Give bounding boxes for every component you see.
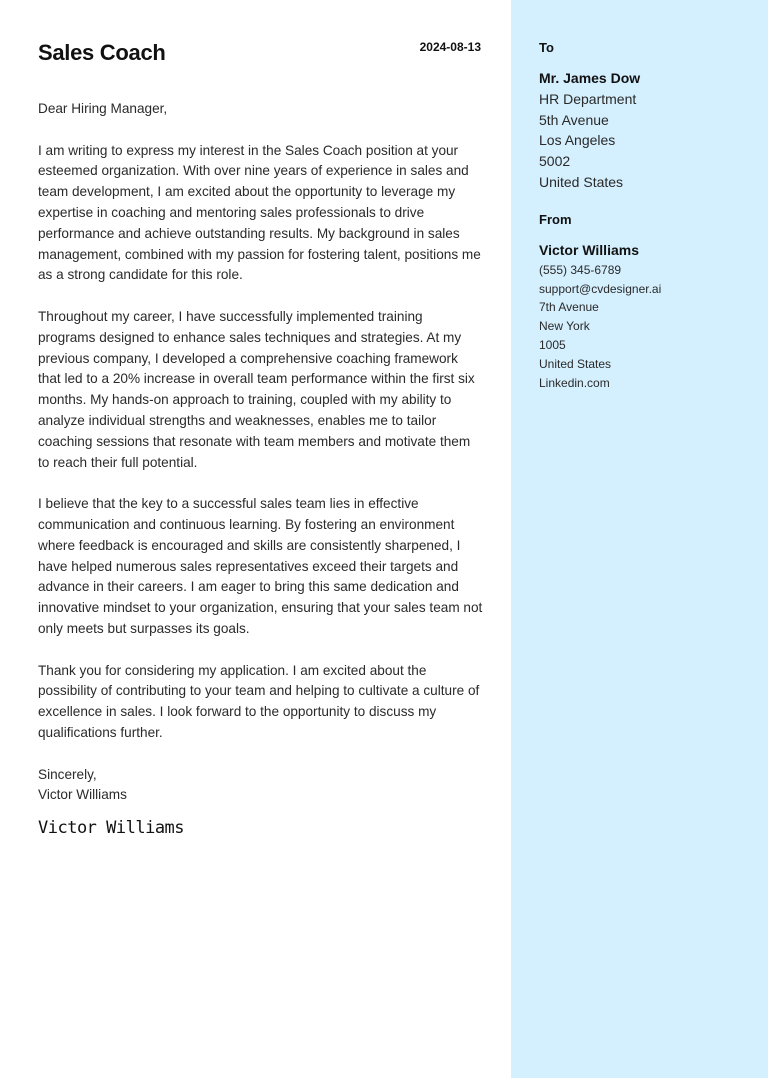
letter-date: 2024-08-13	[419, 40, 481, 54]
paragraph-2: Throughout my career, I have successfully implemented training programs designed to enhance sales techniques and strategies. At my previous company, I developed a comprehensive coaching framework that led to a 20% increase in overall team performance within the first six months. My hands-on approach to training, coupled with my ability to analyze individual strengths and weaknesses, enables me to tailor coaching sessions that resonate with team members and motivate them to reach their full potential.	[38, 308, 475, 470]
paragraph-3: I believe that the key to a successful sales team lies in effective communication and continuous learning. By fostering an environment where feedback is encouraged and skills are consistently sharpened, I have helped numerous sales representatives exceed their targets and advance in their careers. I am eager to bring this same dedication and innovative mindset to your organization, ensuring that your sales team not only meets but surpasses its goals.	[38, 496, 483, 636]
recipient-block	[539, 40, 749, 193]
sender-contact-name: Victor Williams	[539, 242, 639, 258]
sender-city: New York	[539, 319, 590, 334]
recipient-country: United States	[539, 173, 624, 190]
recipient-name: Mr. James Dow	[539, 70, 641, 86]
recipient-zip: 5002	[539, 153, 571, 170]
signature: Victor Williams	[38, 818, 185, 839]
sender-country: United States	[539, 356, 612, 371]
recipient-street: 5th Avenue	[539, 111, 609, 128]
sender-block	[539, 212, 749, 392]
paragraph-1: I am writing to express my interest in the Sales Coach position at your esteemed organization. With over nine years of experience in sales and team development, I am excited about the opportunity to leverage my expertise in coaching and mentoring sales professionals to drive performance and achieve outstanding results. My background in sales management, combined with my passion for fostering talent, positions me as a strong candidate for this role.	[38, 142, 481, 283]
letter-body	[38, 99, 483, 839]
sender-email: support@cvdesigner.ai	[539, 281, 662, 296]
sender-zip: 1005	[539, 337, 566, 352]
page-title: Sales Coach	[38, 40, 166, 65]
paragraph-4: Thank you for considering my application. I am excited about the possibility of contributing to your team and helping to cultivate a culture of excellence in sales. I look forward to the opportunity to discuss my qualifications further.	[38, 662, 480, 740]
recipient-heading: To	[539, 40, 554, 55]
closing: Sincerely,	[38, 766, 97, 782]
sender-street: 7th Avenue	[539, 300, 599, 315]
sender-linkedin: Linkedin.com	[539, 375, 610, 390]
sender-name: Victor Williams	[38, 787, 127, 803]
recipient-department: HR Department	[539, 90, 637, 107]
sender-phone: (555) 345-6789	[539, 262, 622, 277]
greeting: Dear Hiring Manager,	[38, 101, 168, 116]
sender-heading: From	[539, 212, 572, 227]
recipient-city: Los Angeles	[539, 132, 616, 149]
